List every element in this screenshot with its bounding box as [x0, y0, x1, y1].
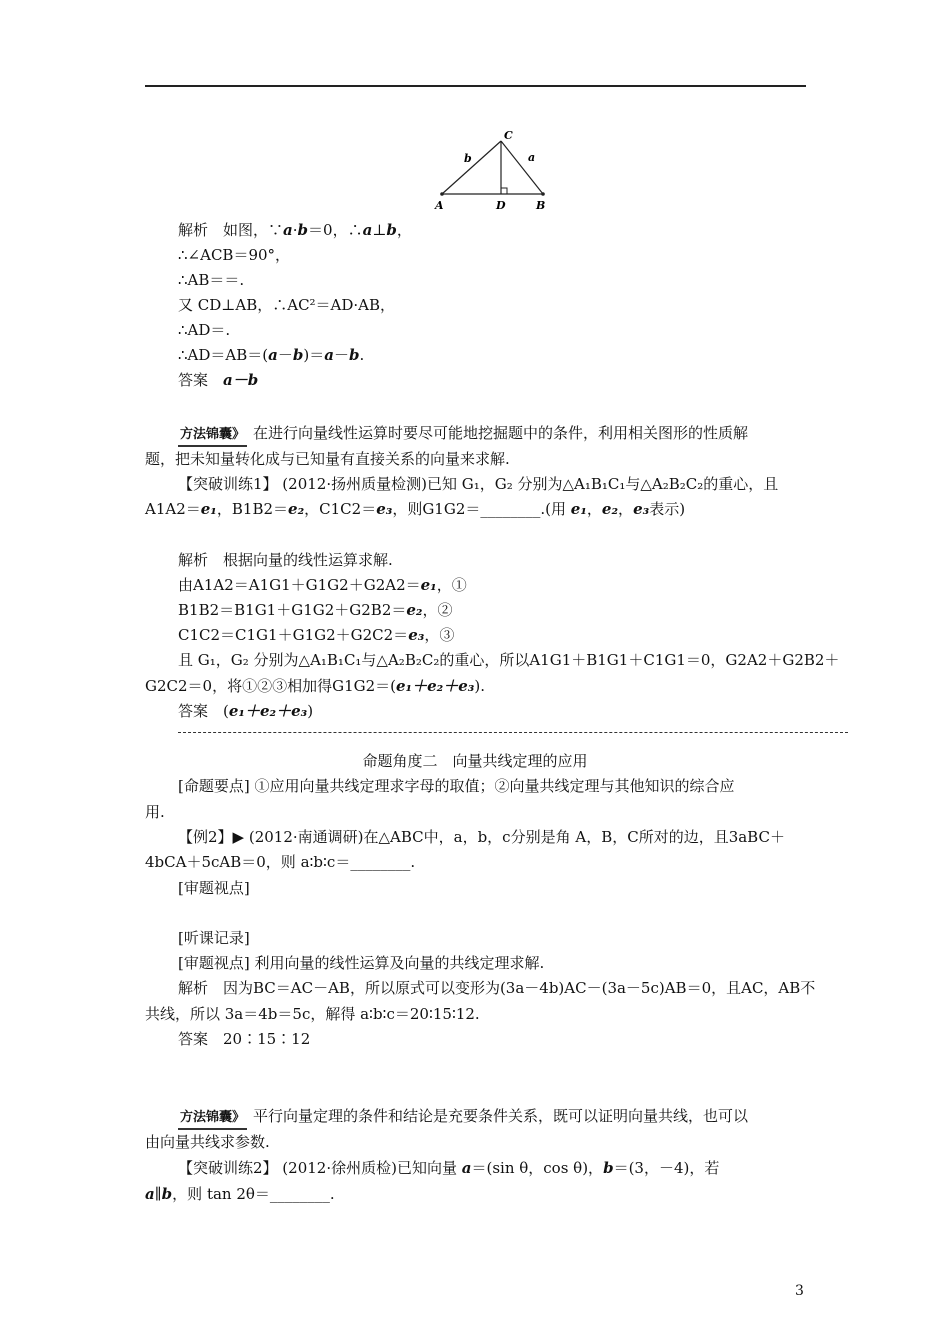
method1-line1: 方法锦囊》 在进行向量线性运算时要尽可能地挖掘题中的条件，利用相关图形的性质解 — [178, 423, 748, 447]
solution1-line4: 又 CD⊥AB，∴AC²＝AD·AB， — [178, 296, 396, 314]
method1-line2: 题，把未知量转化成与已知量有直接关系的向量来求解. — [145, 450, 510, 468]
example2-answer: 答案 20∶15∶12 — [178, 1030, 311, 1048]
view-points-text: [审题视点] 利用向量的线性运算及向量的共线定理求解. — [178, 954, 545, 972]
method1-badge: 方法锦囊》 — [178, 425, 247, 447]
page-number: 3 — [795, 1283, 804, 1299]
solution1-line5: ∴AD＝. — [178, 321, 231, 339]
drill2-line2: a∥b，则 tan 2θ＝________. — [145, 1185, 335, 1203]
solution2-answer: 答案 (e₁＋e₂＋e₃) — [178, 702, 314, 720]
example2-solution-line1: 解析 因为BC＝AC－AB，所以原式可以变形为(3a－4b)AC－(3a－5c)AB＝0，且AC，AB不 — [178, 979, 816, 997]
label-a: A — [435, 199, 444, 212]
solution2-line6: G2C2＝0，将①②③相加得G1G2＝(e₁＋e₂＋e₃). — [145, 677, 485, 695]
label-c: C — [504, 129, 513, 142]
method2-line1: 方法锦囊》 平行向量定理的条件和结论是充要条件关系，既可以证明向量共线，也可以 — [178, 1106, 748, 1130]
section2-points-line2: 用. — [145, 803, 165, 821]
solution1-line1: 解析 如图，∵a·b＝0，∴a⊥b， — [178, 221, 412, 239]
drill1-line2: A1A2＝e₁，B1B2＝e₂，C1C2＝e₃，则G1G2＝________.(用 e₁，e₂，e₃表示) — [145, 500, 686, 518]
solution2-line1: 解析 根据向量的线性运算求解. — [178, 551, 393, 569]
drill2-line1: 【突破训练2】 (2012·徐州质检)已知向量 a＝(sin θ，cos θ)，b＝(3，－4)，若 — [178, 1159, 720, 1177]
triangle-figure — [432, 127, 552, 213]
label-d: D — [496, 199, 506, 212]
solution2-line2: 由A1A2＝A1G1＋G1G2＋G2A2＝e₁，① — [178, 576, 467, 594]
section-divider — [178, 732, 848, 733]
method2-badge: 方法锦囊》 — [178, 1108, 247, 1130]
view-points-label: [审题视点] — [178, 879, 250, 897]
solution2-line4: C1C2＝C1G1＋G1G2＋G2C2＝e₃，③ — [178, 626, 455, 644]
solution1-line3: ∴AB＝＝. — [178, 271, 245, 289]
solution1-answer: 答案 a－b — [178, 371, 259, 389]
solution1-line2: ∴∠ACB＝90°， — [178, 246, 291, 264]
side-a — [501, 141, 543, 194]
example2-line1: 【例2】▶ (2012·南通调研)在△ABC中，a，b，c分别是角 A，B，C所对的边，且3aBC＋ — [178, 828, 785, 846]
section2-points-line1: [命题要点] ①应用向量共线定理求字母的取值；②向量共线定理与其他知识的综合应 — [178, 777, 735, 795]
side-b — [442, 141, 501, 194]
example2-solution-line2: 共线，所以 3a＝4b＝5c，解得 a∶b∶c＝20∶15∶12. — [145, 1005, 480, 1023]
label-a-side: a — [528, 151, 536, 164]
point-a — [440, 192, 444, 196]
solution2-line3: B1B2＝B1G1＋G1G2＋G2B2＝e₂，② — [178, 601, 453, 619]
example2-line2: 4bCA＋5cAB＝0，则 a∶b∶c＝________. — [145, 853, 416, 871]
label-b: B — [536, 199, 546, 212]
header-rule — [145, 85, 806, 87]
label-b-side: b — [464, 152, 472, 165]
point-b — [541, 192, 545, 196]
section2-title: 命题角度二 向量共线定理的应用 — [362, 752, 588, 770]
solution1-line6: ∴AD＝AB＝(a－b)＝a－b. — [178, 346, 365, 364]
method2-line2: 由向量共线求参数. — [145, 1133, 270, 1151]
solution2-line5: 且 G₁，G₂ 分别为△A₁B₁C₁与△A₂B₂C₂的重心，所以A1G1＋B1G1＋C1G1＝0，G2A2＋G2B2＋ — [178, 651, 840, 669]
drill1-line1: 【突破训练1】 (2012·扬州质量检测)已知 G₁，G₂ 分别为△A₁B₁C₁与△A₂B₂C₂的重心，且 — [178, 475, 779, 493]
notes-label: [听课记录] — [178, 929, 250, 947]
right-angle-mark — [501, 188, 507, 194]
